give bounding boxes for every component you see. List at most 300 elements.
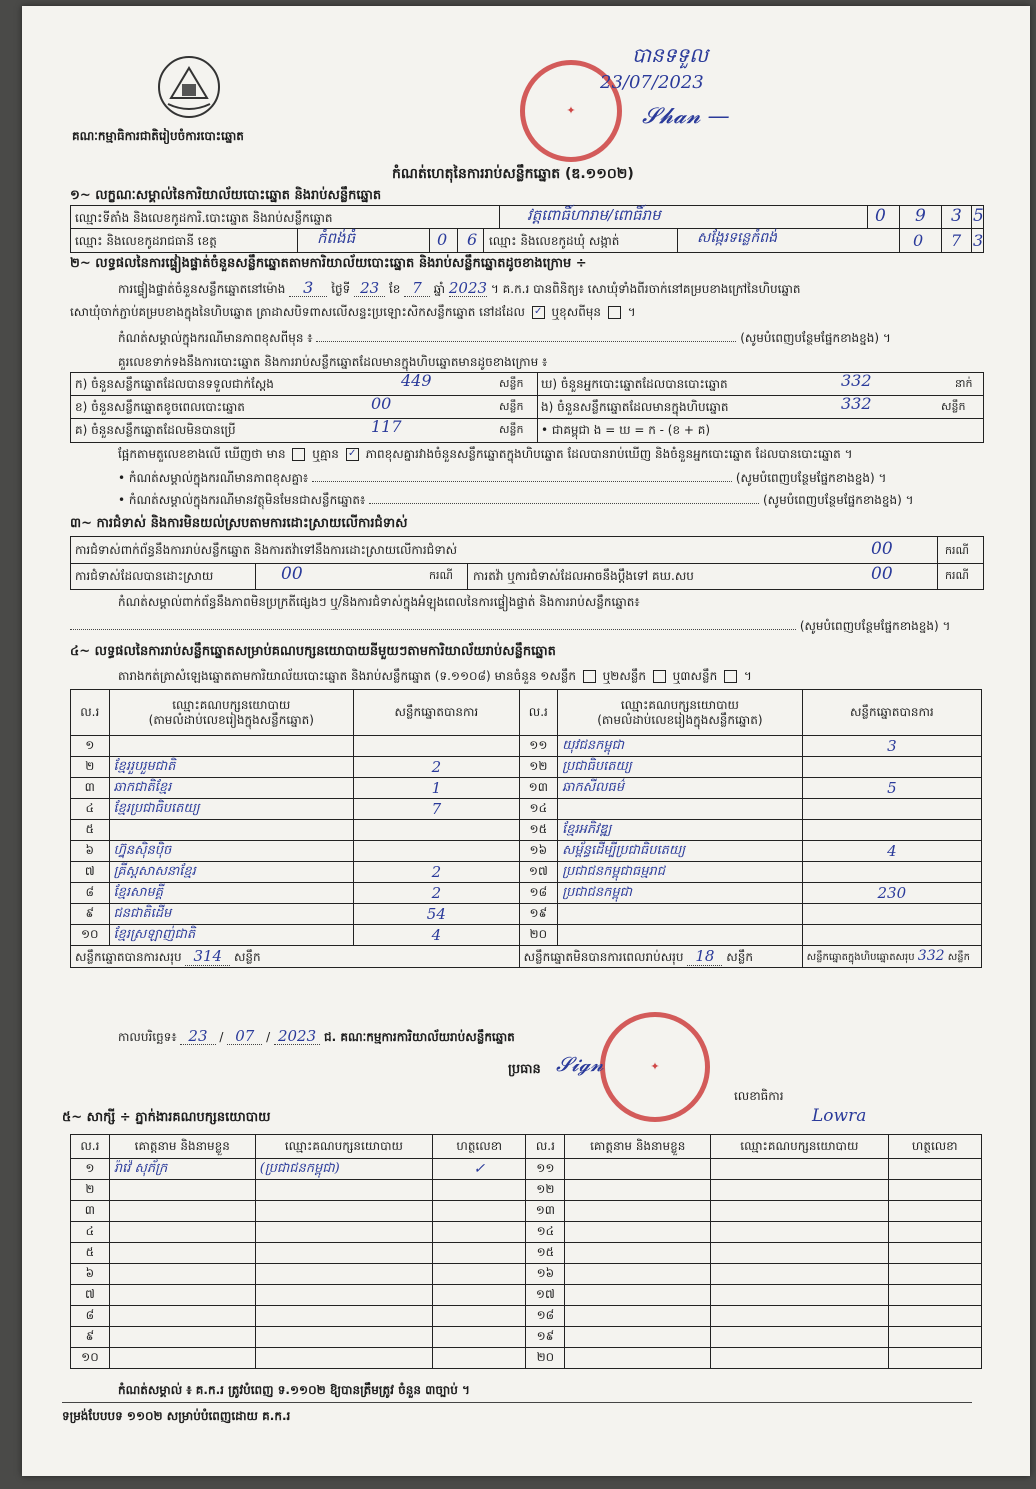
- org-name: គណៈកម្មាធិការជាតិរៀបចំការបោះឆ្នោត: [72, 129, 244, 143]
- witness-no: ៨: [71, 1306, 110, 1327]
- total-invalid-cell: [519, 946, 802, 968]
- col-no-right: ល.រ: [519, 690, 558, 736]
- party-no: ៦: [71, 841, 110, 862]
- table-row: [71, 1180, 982, 1201]
- party-no: ១: [71, 736, 110, 757]
- witness-name: [565, 1159, 711, 1180]
- party-name: ខ្មែរស្រឡាញ់ជាតិ: [109, 925, 354, 946]
- col-party-right-sub: (តាមលំដាប់លេខរៀងក្នុងសន្លឹកឆ្នោត): [597, 712, 763, 727]
- col-party-left-sub: (តាមលំដាប់លេខរៀងក្នុងសន្លឹកឆ្នោត): [148, 712, 314, 727]
- witness-sign: [433, 1243, 526, 1264]
- w-col-sign-right: ហត្ថលេខា: [888, 1135, 981, 1159]
- tally-or3: ឬ៣សន្លឹក: [672, 669, 718, 683]
- witness-sign: [888, 1348, 981, 1369]
- commune-code-1: 0: [913, 231, 924, 250]
- chair-signature: 𝓢𝓲𝓰𝓷: [556, 1052, 604, 1076]
- witness-no: ១: [71, 1159, 110, 1180]
- witness-sign: [433, 1306, 526, 1327]
- total-valid-unit: សន្លឹក: [233, 949, 261, 964]
- party-name: ខ្មែរអភិវឌ្ឍ: [558, 820, 803, 841]
- section2-title: ២~ លទ្ធផលនៃការផ្ទៀងផ្ទាត់ចំនួនសន្លឹកឆ្នោតតាមការិយាល័យបោះឆ្នោត និងរាប់សន្លឹកឆ្នោតដូចខាងក្រោម ÷: [70, 256, 587, 271]
- witness-name: [565, 1222, 711, 1243]
- col-votes-right: សន្លឹកឆ្នោតបានការ: [802, 690, 981, 736]
- witness-sign: [433, 1327, 526, 1348]
- party-name: សម្ព័ន្ធដើម្បីប្រជាធិបតេយ្យ: [558, 841, 803, 862]
- row-c-value: 117: [371, 417, 402, 436]
- party-no: ១៣: [519, 778, 558, 799]
- party-no: ១៥: [519, 820, 558, 841]
- party-votes: 4: [354, 925, 519, 946]
- table-row: [71, 1285, 982, 1306]
- party-name: ខ្មែរប្រជាធិបតេយ្យ: [109, 799, 354, 820]
- total-invalid-label: សន្លឹកឆ្នោតមិនបានការពេលរាប់សរុប: [523, 949, 684, 964]
- row-c-label: គ) ចំនួនសន្លឹកឆ្នោតដែលមិនបានប្រើ: [75, 423, 236, 437]
- col-votes-left: សន្លឹកឆ្នោតបានការ: [354, 690, 519, 736]
- witness-name: [109, 1201, 255, 1222]
- w-col-party-right: ឈ្មោះគណបក្សនយោបាយ: [711, 1135, 888, 1159]
- polling-code-1: 0: [875, 206, 886, 226]
- witness-party: [255, 1222, 432, 1243]
- w-col-no-right: ល.រ: [526, 1135, 565, 1159]
- table-row: [71, 778, 982, 799]
- party-no: ៩: [71, 904, 110, 925]
- verify-or: ឬខុសពីមុន: [551, 305, 602, 319]
- col-party-left-title: ឈ្មោះគណបក្សនយោបាយ: [172, 697, 291, 712]
- party-name: ឆាកជាតិខ្មែរ: [109, 778, 354, 799]
- row-a-unit: សន្លឹក: [499, 377, 524, 390]
- total-valid-label: សន្លឹកឆ្នោតបានការសរុប: [75, 949, 182, 964]
- party-name: [109, 736, 354, 757]
- chair-label: ប្រធាន: [508, 1062, 541, 1077]
- witness-no: ១២: [526, 1180, 565, 1201]
- diff-text2: ឬគ្មាន: [312, 447, 339, 461]
- witness-sign: [888, 1264, 981, 1285]
- witness-sign: [433, 1180, 526, 1201]
- received-date: 23/07/2023: [600, 72, 704, 93]
- party-no: ១៤: [519, 799, 558, 820]
- objection-row2-label2: ការតវ៉ា ឬការជំទាស់ដែលអាចនឹងប្តឹងទៅ គឃ.សប: [473, 569, 694, 583]
- party-name: ជនជាតិដើម: [109, 904, 354, 925]
- table-row: [71, 1348, 982, 1369]
- witness-sign: [888, 1201, 981, 1222]
- party-votes: [802, 757, 981, 778]
- col-party-left: [109, 690, 354, 736]
- party-no: ១២: [519, 757, 558, 778]
- two-sheet-checkbox[interactable]: [653, 670, 666, 683]
- witness-no: ១៥: [526, 1243, 565, 1264]
- row-c-unit: សន្លឹក: [499, 423, 524, 436]
- party-votes: 54: [354, 904, 519, 925]
- party-name: ហ្វ៊ុនស៊ិនប៉ិច: [109, 841, 354, 862]
- party-votes: [354, 841, 519, 862]
- party-votes: 7: [354, 799, 519, 820]
- witness-sign: [888, 1327, 981, 1348]
- table-row: [71, 925, 982, 946]
- fill-more-b2: (សូមបំពេញបន្ថែមផ្នែកខាងខ្នង) ។: [762, 493, 914, 507]
- nec-emblem: [156, 54, 222, 120]
- party-votes: 2: [354, 757, 519, 778]
- witness-body: [71, 1159, 982, 1369]
- party-no: ១១: [519, 736, 558, 757]
- witness-party: [255, 1201, 432, 1222]
- results-table: [70, 689, 982, 968]
- w-col-sign-left: ហត្ថលេខា: [433, 1135, 526, 1159]
- witness-name: [109, 1348, 255, 1369]
- party-name: យុវជនកម្ពុជា: [558, 736, 803, 757]
- total-valid-value: 314: [185, 947, 230, 966]
- witness-sign: [888, 1222, 981, 1243]
- row-a-label: ក) ចំនួនសន្លឹកឆ្នោតដែលបានទទួលជាក់ស្តែង: [75, 377, 274, 391]
- witness-party: [255, 1285, 432, 1306]
- doc-title: កំណត់ហេតុនៃការរាប់សន្លឹកឆ្នោត (ឌ.១១០២): [392, 166, 634, 182]
- row-e-unit: សន្លឹក: [941, 400, 966, 413]
- section5-title: ៥~ សាក្សី ÷ ភ្នាក់ងារគណបក្សនយោបាយ: [62, 1110, 271, 1125]
- witness-name: [109, 1180, 255, 1201]
- party-no: ២: [71, 757, 110, 778]
- party-votes: [802, 862, 981, 883]
- party-no: ១៦: [519, 841, 558, 862]
- diff-line: [118, 446, 853, 462]
- party-no: ៤: [71, 799, 110, 820]
- polling-code-2: 9: [915, 206, 926, 226]
- party-votes: 5: [802, 778, 981, 799]
- witness-party: [711, 1243, 888, 1264]
- verify-text-c: ខែ: [388, 282, 401, 296]
- party-votes: [354, 736, 519, 757]
- summary-intro: គួរលេខទាក់ទងនឹងការបោះឆ្នោត និងការរាប់សន្លឹកឆ្នោតដែលមានក្នុងហិបឆ្នោតមានដូចខាងក្រោម ៖: [118, 355, 548, 369]
- section3-title: ៣~ ការជំទាស់ និងការមិនយល់ស្របតាមការដោះស្រាយលើការជំទាស់: [70, 516, 408, 531]
- party-name: [109, 820, 354, 841]
- same-checkbox[interactable]: [532, 306, 545, 319]
- date-line: កាលបរិច្ឆេទ៖ 23 / 07 / 2023 ជ. គណៈកម្មការការិយាល័យរាប់សន្លឹកឆ្នោត: [118, 1027, 515, 1045]
- witness-no: ៤: [71, 1222, 110, 1243]
- bullet2-line: [118, 492, 914, 508]
- row-d-unit: នាក់: [955, 377, 973, 390]
- party-name: [558, 925, 803, 946]
- row-b-label: ខ) ចំនួនសន្លឹកឆ្នោតខូចពេលបោះឆ្នោត: [75, 400, 245, 414]
- objection-row1-label: ការជំទាស់ពាក់ព័ន្ធនឹងការរាប់សន្លឹកឆ្នោត និងការតវ៉ាទៅនឹងការដោះស្រាយលើការជំទាស់: [75, 543, 458, 557]
- witness-party: [711, 1222, 888, 1243]
- table-row: [71, 799, 982, 820]
- party-votes: [802, 904, 981, 925]
- party-no: ៧: [71, 862, 110, 883]
- witness-sign: [433, 1348, 526, 1369]
- date-day: 23: [180, 1028, 215, 1045]
- verify-text-b: ថ្ងៃទី: [331, 282, 351, 296]
- row-d-label: ឃ) ចំនួនអ្នកបោះឆ្នោតដែលបានបោះឆ្នោត: [541, 377, 728, 391]
- verify-hour: 3: [289, 280, 327, 297]
- party-no: ២០: [519, 925, 558, 946]
- witness-name: [565, 1243, 711, 1264]
- total-box-cell: [802, 946, 981, 968]
- objection-row2-unit: ករណី: [945, 569, 969, 582]
- party-votes: 1: [354, 778, 519, 799]
- party-no: ៣: [71, 778, 110, 799]
- witness-party: [711, 1348, 888, 1369]
- note-line: [118, 330, 998, 346]
- table-row: [71, 757, 982, 778]
- party-name: គ្រីស្ដសាសនាខ្មែរ: [109, 862, 354, 883]
- official-stamp-bottom: ✦: [600, 1012, 710, 1122]
- objection-row2-value: 00: [281, 564, 303, 584]
- date-label: កាលបរិច្ឆេទ៖: [118, 1030, 177, 1044]
- table-row: [71, 820, 982, 841]
- party-votes: 2: [354, 883, 519, 904]
- witness-sign: [888, 1306, 981, 1327]
- note-label: កំណត់សម្គាល់ក្នុងករណីមានភាពខុសពីមុន ៖: [118, 331, 313, 345]
- witness-party: [711, 1180, 888, 1201]
- witness-name: [565, 1201, 711, 1222]
- document-page: [22, 6, 1030, 1476]
- table-row: [71, 841, 982, 862]
- witness-party: [711, 1159, 888, 1180]
- verify-text-a: ការផ្ទៀងផ្ទាត់ចំនួនសន្លឹកឆ្នោតនៅម៉ោង: [118, 282, 286, 296]
- party-votes: [802, 799, 981, 820]
- row-b-unit: សន្លឹក: [499, 400, 524, 413]
- received-note: បានទទួល: [632, 43, 709, 67]
- table-row: [71, 883, 982, 904]
- table-row: [71, 1243, 982, 1264]
- table-row: [71, 1222, 982, 1243]
- col-no-left: ល.រ: [71, 690, 110, 736]
- party-no: ៨: [71, 883, 110, 904]
- witness-sign: [433, 1264, 526, 1285]
- witness-party: [255, 1348, 432, 1369]
- witness-no: ១៣: [526, 1201, 565, 1222]
- party-name: ប្រជាជនកម្ពុជាធម្មរាជ: [558, 862, 803, 883]
- total-invalid-unit: សន្លឹក: [726, 949, 753, 964]
- party-name: [558, 799, 803, 820]
- witness-party: [255, 1264, 432, 1285]
- total-valid-cell: [71, 946, 520, 968]
- row-b-value: 00: [371, 394, 392, 413]
- date-year: 2023: [274, 1028, 320, 1045]
- witness-party: [711, 1201, 888, 1222]
- table-row: [71, 1306, 982, 1327]
- section1-table: [70, 205, 984, 253]
- witness-name: [565, 1306, 711, 1327]
- table-row: [71, 862, 982, 883]
- footer-form-note: ទម្រង់បែបបទ ១១០២ សម្រាប់បំពេញដោយ គ.ក.រ: [62, 1409, 291, 1423]
- party-votes: [354, 820, 519, 841]
- witness-no: ២: [71, 1180, 110, 1201]
- bullet1-line: [118, 470, 886, 486]
- verify-line2: សោឃុំចាក់ភ្ជាប់គម្របខាងក្នុងនៃហិបឆ្នោត ត្រាដាសបិទពាសលើសន្ទះប្រឡោះសិកសន្លឹកឆ្នោត នៅដដែល ✓ ឬខុសពីមុន ។: [70, 304, 636, 320]
- witness-no: ១៩: [526, 1327, 565, 1348]
- party-name: [558, 904, 803, 925]
- witness-name: [109, 1327, 255, 1348]
- witness-no: ១៦: [526, 1264, 565, 1285]
- witness-name: [565, 1180, 711, 1201]
- col-party-right-title: ឈ្មោះគណបក្សនយោបាយ: [620, 697, 739, 712]
- polling-code-4: 5: [973, 206, 984, 226]
- witness-name: [109, 1264, 255, 1285]
- table-row: [71, 1327, 982, 1348]
- polling-value: វត្តពោធិ៍ហារាម/ពោធិ៍រាម: [527, 206, 661, 224]
- objection-row2-value2: 00: [871, 564, 893, 584]
- party-no: ១៨: [519, 883, 558, 904]
- objection-row2-label: ការជំទាស់ដែលបានដោះស្រាយ: [75, 569, 214, 583]
- different-checkbox[interactable]: [608, 306, 621, 319]
- formula-note: • ជាគម្ពុជា ង = ឃ = ក - (ខ + គ): [541, 423, 711, 437]
- party-no: ៥: [71, 820, 110, 841]
- witness-party: [711, 1285, 888, 1306]
- official-stamp-top: ✦: [520, 60, 622, 162]
- one-sheet-checkbox[interactable]: [583, 670, 596, 683]
- witness-sign: [888, 1159, 981, 1180]
- row-e-label: ង) ចំនួនសន្លឹកឆ្នោតដែលមានក្នុងហិបឆ្នោត: [541, 400, 729, 414]
- tally-intro-line: តារាងកត់ត្រាសំឡេងឆ្នោតតាមការិយាល័យបោះឆ្នោត និងរាប់សន្លឹកឆ្នោត (ទ.១១០៨) មានចំនួន ១សន្លឹក ឬ២សន្លឹក ឬ៣សន្លឹក ។: [118, 669, 752, 683]
- verify-line2-text: សោឃុំចាក់ភ្ជាប់គម្របខាងក្នុងនៃហិបឆ្នោត ត្រាដាសបិទពាសលើសន្ទះប្រឡោះសិកសន្លឹកឆ្នោត នៅដដែល: [70, 305, 525, 319]
- witness-party: [255, 1243, 432, 1264]
- objection-row1-value: 00: [871, 539, 893, 559]
- witness-sign: [888, 1285, 981, 1306]
- witness-party: [255, 1327, 432, 1348]
- w-col-name-left: គោត្តនាម និងនាមខ្លួន: [109, 1135, 255, 1159]
- witness-name: [565, 1348, 711, 1369]
- witness-party: [711, 1327, 888, 1348]
- party-name: ខ្មែររួបរួមជាតិ: [109, 757, 354, 778]
- witness-sign: [433, 1285, 526, 1306]
- witness-no: ១០: [71, 1348, 110, 1369]
- no-diff-checkbox[interactable]: [346, 448, 359, 461]
- footer-divider: [62, 1402, 972, 1403]
- footnote: កំណត់សម្គាល់ ៖ គ.ក.រ ត្រូវបំពេញ ទ.១១០២ ឱ្យបានត្រឹមត្រូវ ចំនួន ៣ច្បាប់ ។: [118, 1383, 470, 1397]
- commune-label: ឈ្មោះ និងលេខកូដឃុំ សង្កាត់: [489, 234, 620, 248]
- verify-year: 2023: [448, 279, 488, 297]
- three-sheet-checkbox[interactable]: [724, 670, 737, 683]
- receiver-signature: 𝓢𝓱𝓪𝓷 —: [642, 104, 730, 129]
- verify-month: 7: [404, 280, 430, 297]
- section1-title: ១~ លក្ខណៈសម្គាល់នៃការិយាល័យបោះឆ្នោត និងរាប់សន្លឹកឆ្នោត: [70, 188, 382, 203]
- verify-day: 23: [354, 280, 385, 297]
- verify-text-d: ឆ្នាំ: [433, 282, 446, 296]
- witness-party: [711, 1306, 888, 1327]
- party-votes: [802, 820, 981, 841]
- polling-label: ឈ្មោះទីតាំង និងលេខកូដការិ.បោះឆ្នោត និងរាប់សន្លឹកឆ្នោត: [75, 211, 333, 225]
- verify-line1: [118, 280, 801, 297]
- witness-no: ៣: [71, 1201, 110, 1222]
- bullet2: • កំណត់សម្គាល់ក្នុងករណីមានវត្ថុមិនមែនជាសន្លឹកឆ្នោត៖: [118, 493, 366, 507]
- witness-sign: [888, 1243, 981, 1264]
- row-d-value: 332: [841, 371, 872, 390]
- witness-party: (ប្រជាជនកម្ពុជា): [255, 1159, 432, 1180]
- party-votes: 2: [354, 862, 519, 883]
- total-invalid-value: 18: [687, 947, 722, 966]
- party-votes: [802, 925, 981, 946]
- w-col-name-right: គោត្តនាម និងនាមខ្លួន: [565, 1135, 711, 1159]
- witness-party: [255, 1306, 432, 1327]
- objection-row1-unit: ករណី: [945, 544, 969, 557]
- verify-text-e: ។ គ.ក.រ បានពិនិត្យ៖ សោឃុំទាំងពីរចាក់នៅគម្របខាងក្រៅនៃហិបឆ្នោត: [490, 282, 801, 296]
- witness-name: [109, 1243, 255, 1264]
- objection-note-line2: [70, 618, 950, 634]
- witness-name: [109, 1222, 255, 1243]
- row-e-value: 332: [841, 394, 872, 413]
- polling-code-3: 3: [951, 206, 962, 226]
- party-votes: 3: [802, 736, 981, 757]
- witness-no: ២០: [526, 1348, 565, 1369]
- witness-party: [255, 1180, 432, 1201]
- witness-no: ១១: [526, 1159, 565, 1180]
- objection-row2-mid: ករណី: [429, 569, 453, 582]
- party-no: ១៩: [519, 904, 558, 925]
- date-month: 07: [227, 1028, 262, 1045]
- witness-no: ៧: [71, 1285, 110, 1306]
- total-box-value: 332: [917, 948, 945, 964]
- results-body: [71, 736, 982, 946]
- has-diff-checkbox[interactable]: [292, 448, 305, 461]
- party-votes: 230: [802, 883, 981, 904]
- summary-table: [70, 372, 984, 443]
- province-code-2: 6: [467, 230, 478, 249]
- party-name: ឆាកសីលធម៌: [558, 778, 803, 799]
- table-row: [71, 1201, 982, 1222]
- witness-no: ៩: [71, 1327, 110, 1348]
- secretary-label: លេខាធិការ: [734, 1089, 784, 1103]
- diff-text: ផ្អែកតាមតួលេខខាងលើ ឃើញថា មាន: [118, 447, 286, 461]
- w-col-no-left: ល.រ: [71, 1135, 110, 1159]
- w-col-party-left: ឈ្មោះគណបក្សនយោបាយ: [255, 1135, 432, 1159]
- col-party-right: [558, 690, 803, 736]
- table-row: [71, 904, 982, 925]
- witness-sign: [433, 1222, 526, 1243]
- secretary-name: Lowra: [812, 1106, 867, 1126]
- province-code-1: 0: [437, 230, 448, 249]
- party-no: ១៧: [519, 862, 558, 883]
- table-row: [71, 736, 982, 757]
- tally-or2: ឬ២សន្លឹក: [602, 669, 647, 683]
- witness-no: ១៨: [526, 1306, 565, 1327]
- objection-note: កំណត់សម្គាល់ពាក់ព័ន្ធនឹងភាពមិនប្រក្រតីផ្សេងៗ ឬ/និងការជំទាស់ក្នុងអំឡុងពេលនៃការផ្ទៀងផ្ទាត់ និងការរាប់សន្លឹកឆ្នោត៖: [118, 595, 640, 609]
- bullet1: • កំណត់សម្គាល់ក្នុងករណីមានភាពខុសគ្នា៖: [118, 471, 309, 485]
- tally-intro: តារាងកត់ត្រាសំឡេងឆ្នោតតាមការិយាល័យបោះឆ្នោត និងរាប់សន្លឹកឆ្នោត (ទ.១១០៨) មានចំនួន ១សន្លឹក: [118, 669, 576, 683]
- total-box-label: សន្លឹកឆ្នោតក្នុងហិបឆ្នោតសរុប: [806, 952, 915, 963]
- witness-name: រ៉ាវ៉េ សុភ័ក្រ: [109, 1159, 255, 1180]
- witness-no: ៦: [71, 1264, 110, 1285]
- province-label: ឈ្មោះ និងលេខកូដរាជធានី ខេត្ត: [75, 234, 217, 248]
- witness-name: [109, 1306, 255, 1327]
- witness-name: [565, 1264, 711, 1285]
- witness-sign: [888, 1180, 981, 1201]
- party-name: ប្រជាជនកម្ពុជា: [558, 883, 803, 904]
- section4-title: ៤~ លទ្ធផលនៃការរាប់សន្លឹកឆ្នោតសម្រាប់គណបក្សនយោបាយនីមួយៗតាមការិយាល័យរាប់សន្លឹកឆ្នោត: [70, 644, 556, 659]
- party-votes: 4: [802, 841, 981, 862]
- diff-text3: ភាពខុសគ្នារវាងចំនួនសន្លឹកឆ្នោតក្នុងហិបឆ្នោត ដែលបានរាប់ឃើញ និងចំនួនអ្នកបោះឆ្នោត ដែលបានបោះឆ្នោត ។: [365, 447, 853, 461]
- witness-sign: [433, 1201, 526, 1222]
- witness-name: [565, 1327, 711, 1348]
- witness-no: ១៧: [526, 1285, 565, 1306]
- commune-code-3: 3: [973, 231, 984, 250]
- fill-more-s3: (សូមបំពេញបន្ថែមផ្នែកខាងខ្នង) ។: [799, 619, 951, 633]
- committee-label: ជ. គណៈកម្មការការិយាល័យរាប់សន្លឹកឆ្នោត: [323, 1030, 515, 1044]
- party-no: ១០: [71, 925, 110, 946]
- commune-code-2: 7: [951, 231, 962, 250]
- witness-name: [565, 1285, 711, 1306]
- fill-more-b1: (សូមបំពេញបន្ថែមផ្នែកខាងខ្នង) ។: [735, 471, 887, 485]
- total-box-unit: សន្លឹក: [947, 952, 970, 963]
- commune-value: សង្កែរទន្លេកំពង់: [697, 230, 777, 246]
- objection-table: [70, 536, 984, 590]
- witness-no: ៥: [71, 1243, 110, 1264]
- witness-table: [70, 1134, 982, 1369]
- table-row: [71, 1264, 982, 1285]
- witness-party: [711, 1264, 888, 1285]
- witness-sign: ✓: [433, 1159, 526, 1180]
- party-name: ខ្មែរសាមគ្គី: [109, 883, 354, 904]
- witness-no: ១៤: [526, 1222, 565, 1243]
- fill-more-note: (សូមបំពេញបន្ថែមផ្នែកខាងខ្នង) ។: [740, 331, 891, 345]
